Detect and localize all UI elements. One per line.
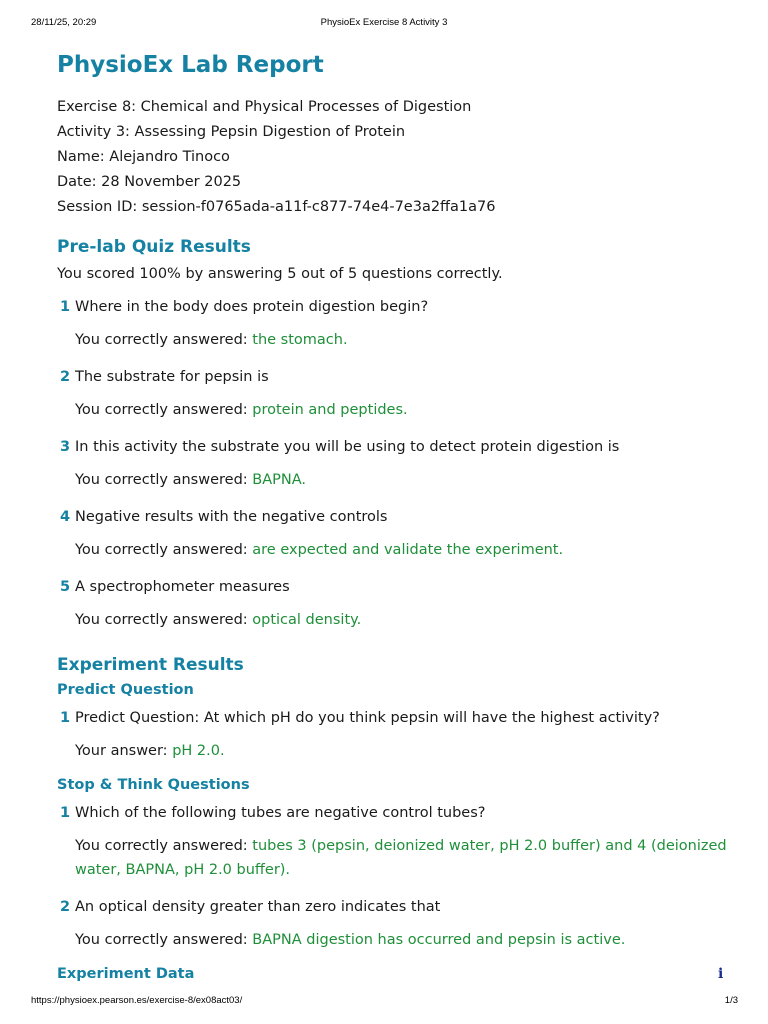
answer-prefix: You correctly answered: xyxy=(75,838,253,854)
stop-think-question xyxy=(57,896,727,952)
predict-question xyxy=(57,707,727,763)
answer-value: pH 2.0. xyxy=(172,743,225,759)
question-number: 3 xyxy=(60,439,71,455)
print-document-title: PhysioEx Exercise 8 Activity 3 xyxy=(320,17,448,28)
report-activity: Activity 3: Assessing Pepsin Digestion of Protein xyxy=(57,124,406,140)
prelab-question xyxy=(57,296,727,352)
prelab-question xyxy=(57,576,727,632)
print-footer xyxy=(0,995,768,1009)
question-text: Negative results with the negative controls xyxy=(75,509,388,525)
question-number: 1 xyxy=(60,299,71,315)
prelab-score: You scored 100% by answering 5 out of 5 questions correctly. xyxy=(57,266,503,282)
answer-prefix: You correctly answered: xyxy=(75,612,253,628)
report-exercise: Exercise 8: Chemical and Physical Processes of Digestion xyxy=(57,99,472,115)
report-name: Name: Alejandro Tinoco xyxy=(57,149,230,165)
question-answer xyxy=(75,739,727,763)
report-title: PhysioEx Lab Report xyxy=(57,52,324,78)
question-number: 1 xyxy=(60,805,71,821)
report-content xyxy=(57,50,727,984)
question-text: Where in the body does protein digestion begin? xyxy=(75,299,429,315)
answer-value: BAPNA. xyxy=(252,472,306,488)
stop-think-question xyxy=(57,802,727,882)
answer-prefix: You correctly answered: xyxy=(75,932,253,948)
answer-prefix: You correctly answered: xyxy=(75,332,253,348)
experiment-data-heading: Experiment Data xyxy=(57,966,195,982)
question-number: 2 xyxy=(60,899,71,915)
question-answer xyxy=(75,468,727,492)
answer-value: are expected and validate the experiment. xyxy=(252,542,564,558)
question-text: In this activity the substrate you will be using to detect protein digestion is xyxy=(75,439,620,455)
answer-value: optical density. xyxy=(252,612,362,628)
question-answer xyxy=(75,928,727,952)
prelab-question xyxy=(57,506,727,562)
question-text: A spectrophometer measures xyxy=(75,579,290,595)
page-number: 1/3 xyxy=(724,995,738,1006)
answer-prefix: Your answer: xyxy=(75,743,173,759)
prelab-heading: Pre-lab Quiz Results xyxy=(57,237,251,257)
predict-question-heading: Predict Question xyxy=(57,682,194,698)
question-text: The substrate for pepsin is xyxy=(75,369,269,385)
answer-value: tubes 3 (pepsin, deionized water, pH 2.0 buffer) and 4 (deionized water, BAPNA, pH 2.0 buffer). xyxy=(75,838,727,878)
info-icon[interactable]: i xyxy=(718,966,724,982)
question-answer xyxy=(75,608,727,632)
stop-think-heading: Stop & Think Questions xyxy=(57,777,250,793)
question-answer xyxy=(75,538,727,562)
answer-prefix: You correctly answered: xyxy=(75,542,253,558)
question-text: Which of the following tubes are negative control tubes? xyxy=(75,805,486,821)
question-answer xyxy=(75,834,727,882)
prelab-question xyxy=(57,436,727,492)
question-text: An optical density greater than zero indicates that xyxy=(75,899,441,915)
print-url: https://physioex.pearson.es/exercise-8/ex08act03/ xyxy=(31,995,243,1006)
print-header xyxy=(0,17,768,31)
question-number: 4 xyxy=(60,509,71,525)
report-session-id: Session ID: session-f0765ada-a11f-c877-74e4-7e3a2ffa1a76 xyxy=(57,199,496,215)
question-answer xyxy=(75,398,727,422)
question-number: 5 xyxy=(60,579,71,595)
experiment-results-heading: Experiment Results xyxy=(57,655,244,675)
question-answer xyxy=(75,328,727,352)
answer-prefix: You correctly answered: xyxy=(75,402,253,418)
answer-value: BAPNA digestion has occurred and pepsin is active. xyxy=(252,932,626,948)
question-number: 1 xyxy=(60,710,71,726)
answer-value: the stomach. xyxy=(252,332,348,348)
prelab-question xyxy=(57,366,727,422)
question-text: Predict Question: At which pH do you think pepsin will have the highest activity? xyxy=(75,710,660,726)
report-date: Date: 28 November 2025 xyxy=(57,174,242,190)
answer-value: protein and peptides. xyxy=(252,402,408,418)
print-timestamp: 28/11/25, 20:29 xyxy=(31,17,97,28)
question-number: 2 xyxy=(60,369,71,385)
answer-prefix: You correctly answered: xyxy=(75,472,253,488)
